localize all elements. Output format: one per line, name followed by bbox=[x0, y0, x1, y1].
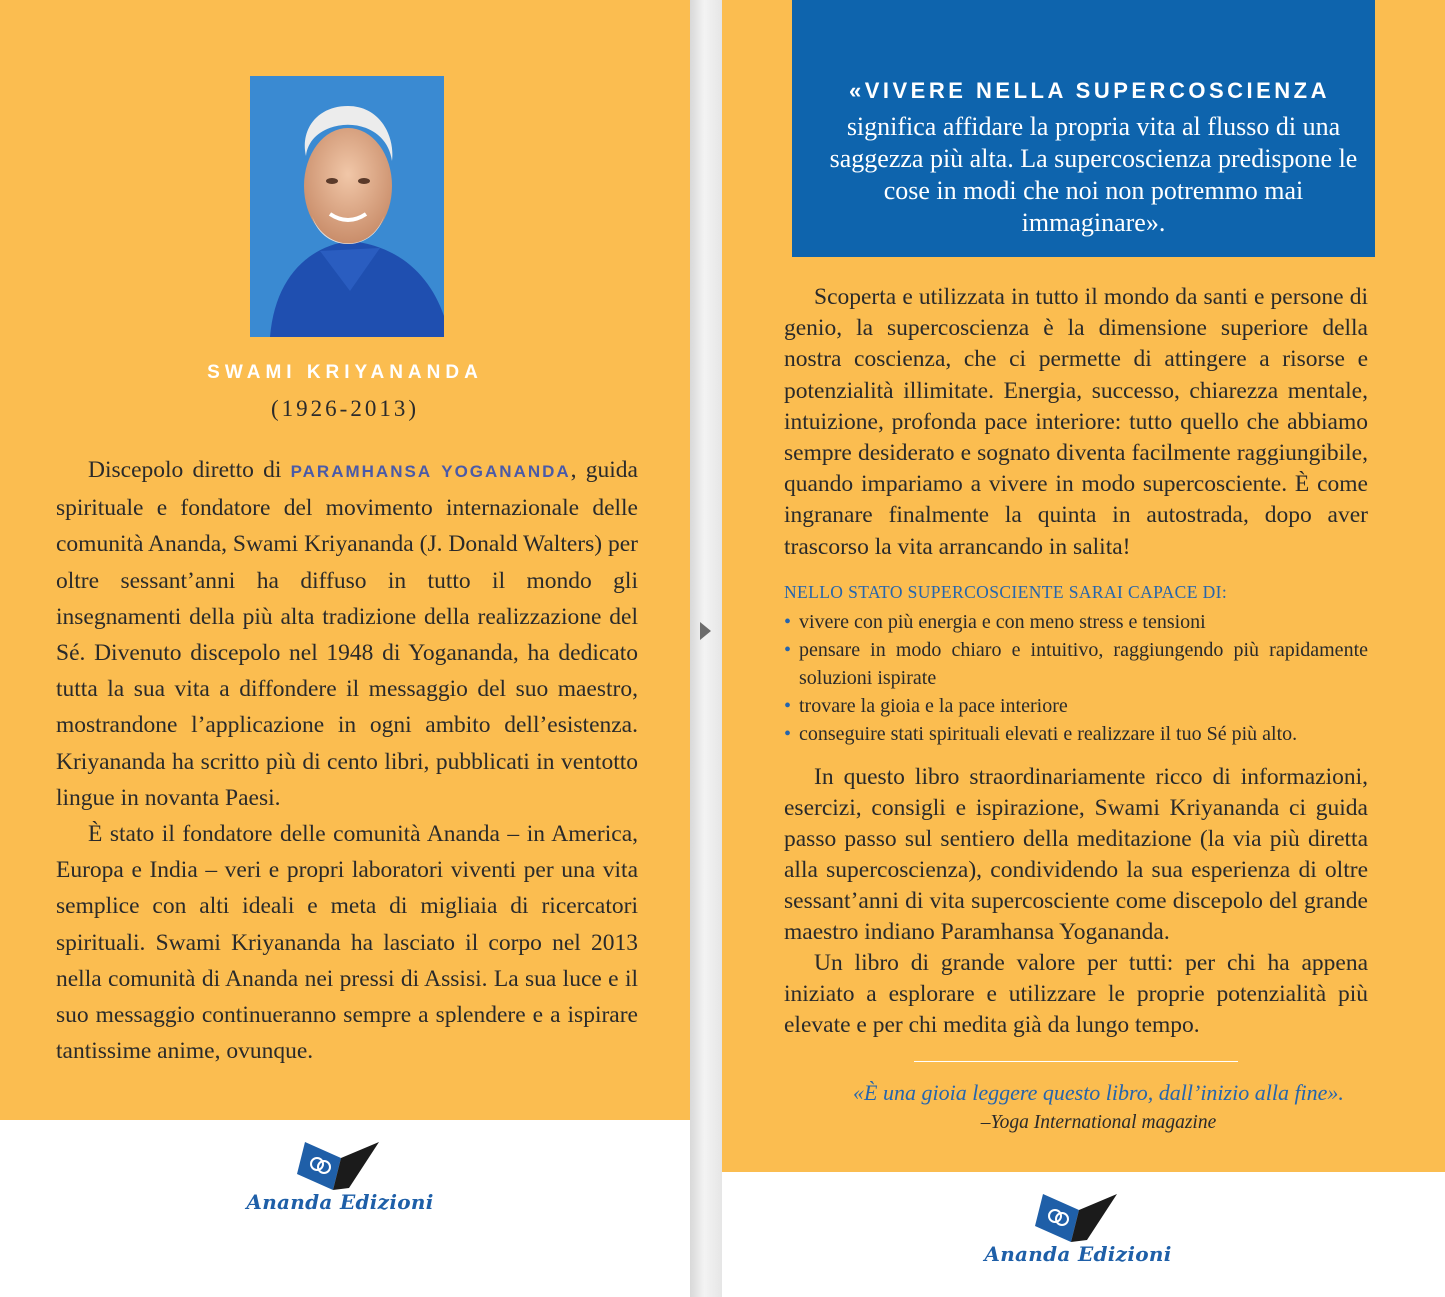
body-paragraph-1: In questo libro straordinariamente ricco di informazioni, esercizi, consigli e ispirazione, Swami Kriyananda ci guida passo passo sul sentiero della meditazione (la via più diretta alla supercoscienza), condividendo la sua esperienza di oltre sessant’anni di vita supercosciente come discepolo del grande maestro indiano Paramhansa Yogananda. bbox=[784, 764, 1368, 945]
author-biography bbox=[56, 452, 638, 1069]
body-paragraph-2: Un libro di grande valore per tutti: per chi ha appena iniziato a esplorare e utilizzare le proprie potenzialità più elevate e per chi medita già da lungo tempo. bbox=[784, 950, 1368, 1038]
triangle-right-icon[interactable] bbox=[700, 622, 711, 640]
publisher-name: Ananda Edizioni bbox=[246, 1190, 434, 1214]
bio-paragraph-2: È stato il fondatore delle comunità Ananda – in America, Europa e India – veri e propri laboratori viventi per una vita semplice con alti ideali e meta di migliaia di ricercatori spirituali. Swami Kriyananda ha lasciato il corpo nel 2013 nella comunità di Ananda nei pressi di Assisi. La sua luce e il suo messaggio continueranno sempre a splendere e a ispirare tantissime anime, ovunque. bbox=[56, 821, 638, 1065]
publisher-name: Ananda Edizioni bbox=[984, 1242, 1172, 1266]
author-name: SWAMI KRIYANANDA bbox=[207, 362, 483, 383]
review-dash: – bbox=[980, 1112, 991, 1133]
publisher-logo-right bbox=[983, 1190, 1173, 1280]
list-item: • vivere con più energia e con meno stress e tensioni bbox=[784, 608, 1368, 636]
divider bbox=[914, 1061, 1238, 1062]
review-source-title: Yoga International bbox=[990, 1112, 1137, 1133]
bio-p1-prefix: Discepolo diretto di bbox=[88, 457, 291, 483]
open-book-logo-icon bbox=[293, 1138, 383, 1193]
benefits-list bbox=[784, 608, 1368, 748]
author-portrait bbox=[250, 76, 444, 337]
review-source-suffix: magazine bbox=[1136, 1112, 1217, 1133]
book-description bbox=[784, 282, 1368, 563]
open-book-logo-icon bbox=[1031, 1190, 1121, 1245]
review-source bbox=[722, 1112, 1445, 1134]
book-description-continued bbox=[784, 762, 1368, 1041]
quote-heading: «VIVERE NELLA SUPERCOSCIENZA bbox=[848, 78, 1331, 103]
review-quote: «È una gioia leggere questo libro, dall’inizio alla fine». bbox=[853, 1080, 1344, 1105]
master-name: PARAMHANSA YOGANANDA bbox=[290, 462, 571, 481]
intro-paragraph: Scoperta e utilizzata in tutto il mondo da santi e persone di genio, la supercoscienza è la dimensione superiore della nostra coscienza, che ci permette di attingere a risorse e potenzialità illimitate. Energia, successo, chiarezza mentale, intuizione, profonda pace interiore: tutto quello che abbiamo sempre desiderato e sognato diventa facilmente raggiungibile, quando impariamo a vivere in modo supercosciente. È come ingranare finalmente la quinta in autostrada, dopo aver trascorso la vita arrancando in salita! bbox=[784, 284, 1368, 560]
quote-body: significa affidare la propria vita al flusso di una saggezza più alta. La supercoscienza predispone le cose in modi che noi non potremmo mai immaginare». bbox=[829, 112, 1358, 237]
bio-paragraph-1 bbox=[56, 452, 638, 816]
publisher-logo-left bbox=[245, 1138, 435, 1228]
list-item: • conseguire stati spirituali elevati e realizzare il tuo Sé più alto. bbox=[784, 720, 1368, 748]
book-gutter bbox=[690, 0, 722, 1297]
list-item: • pensare in modo chiaro e intuitivo, raggiungendo più rapidamente soluzioni ispirate bbox=[784, 636, 1368, 692]
author-dates: (1926-2013) bbox=[271, 396, 419, 421]
bio-p1-suffix: , guida spirituale e fondatore del movimento internazionale delle comunità Ananda, Swami Kriyananda (J. Donald Walters) per oltre sessant’anni ha diffuso in tutto il mondo gli insegnamenti della più alta tradizione della realizzazione del Sé. Divenuto discepolo nel 1948 di Yogananda, ha dedicato tutta la sua vita a diffondere il messaggio del suo maestro, mostrandone l’applicazione in ogni ambito dell’esistenza. Kriyananda ha scritto più di cento libri, pubblicati in ventotto lingue in novanta Paesi. bbox=[56, 457, 638, 811]
benefits-heading: NELLO STATO SUPERCOSCIENTE SARAI CAPACE DI: bbox=[784, 582, 1228, 602]
list-item: • trovare la gioia e la pace interiore bbox=[784, 692, 1368, 720]
author-portrait-photo bbox=[250, 76, 444, 337]
